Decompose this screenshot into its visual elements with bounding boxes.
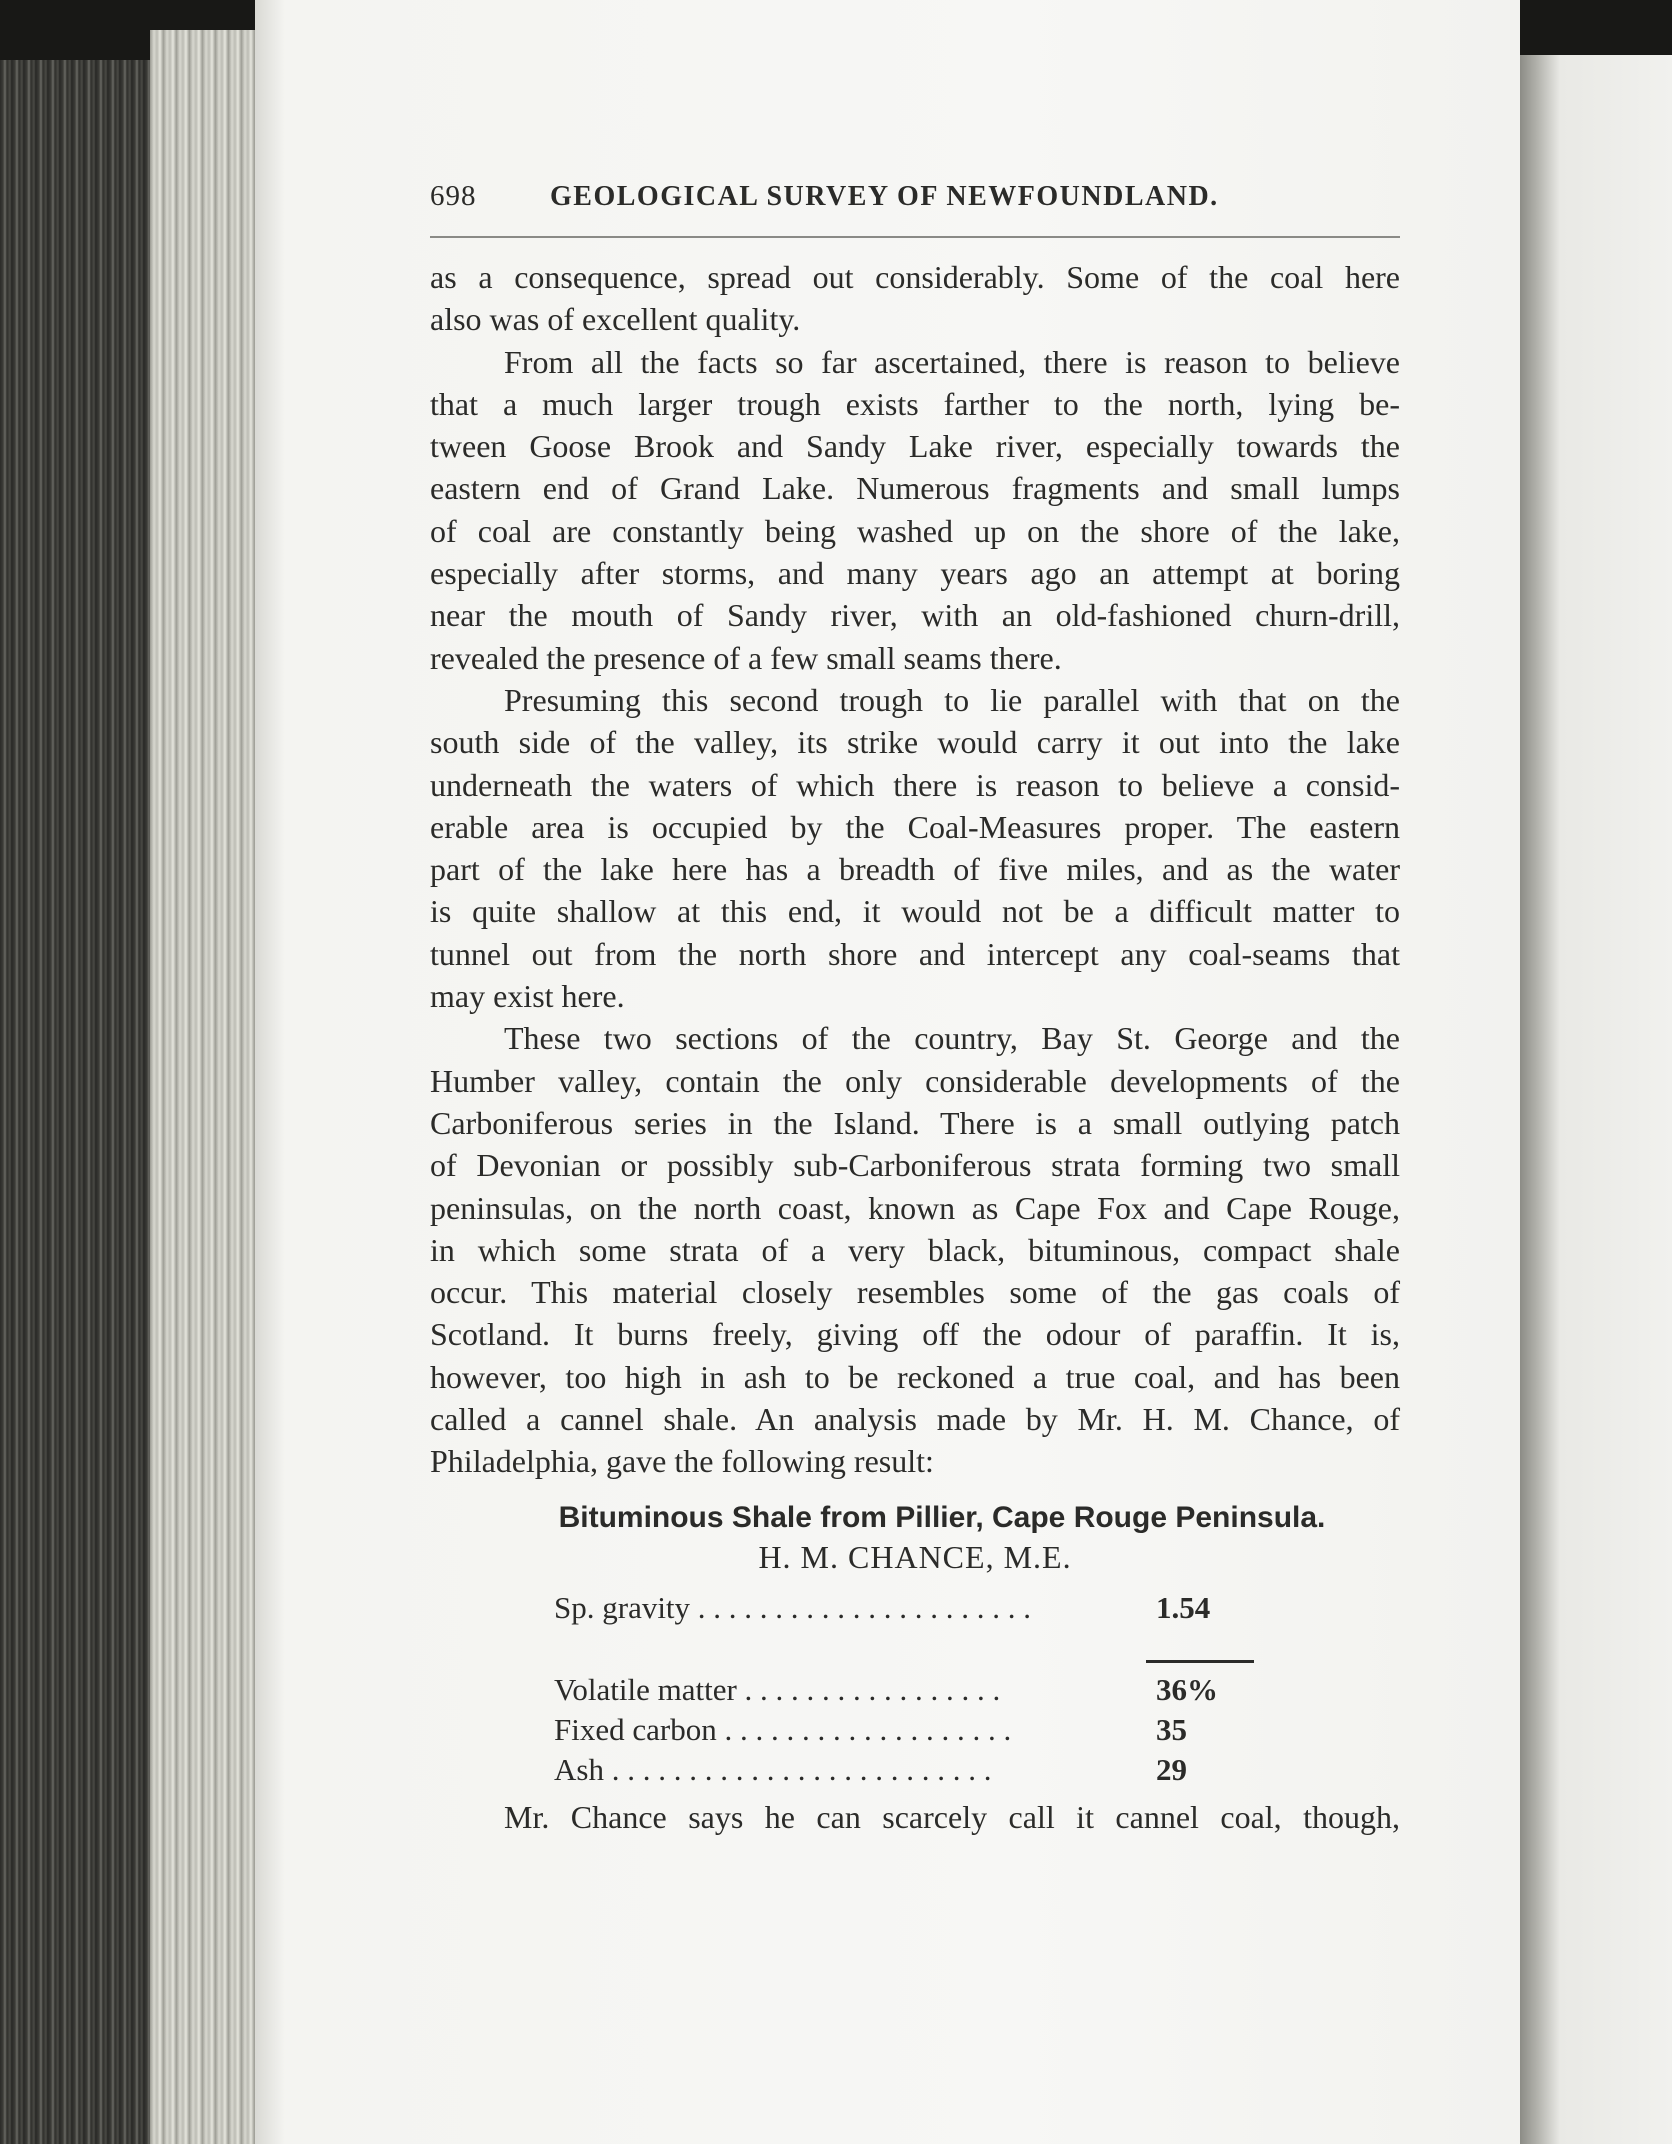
text-line: Philadelphia, gave the following result:: [430, 1443, 934, 1480]
text-line: near the mouth of Sandy river, with an old-fashioned churn-drill,: [430, 597, 1400, 634]
text-line: Carboniferous series in the Island. There is a small outlying patch: [430, 1104, 1400, 1141]
page-number: 698: [430, 180, 477, 212]
text-line: called a cannel shale. An analysis made by Mr. H. M. Chance, of: [430, 1401, 1400, 1438]
text-line: Humber valley, contain the only considerable developments of the: [430, 1062, 1400, 1099]
table-row: [430, 1672, 1400, 1712]
text-line: may exist here.: [430, 978, 625, 1015]
text-line: of Devonian or possibly sub-Carboniferous strata forming two small: [430, 1147, 1400, 1184]
text-line: of coal are constantly being washed up on the shore of the lake,: [430, 512, 1400, 549]
analysis-table: [430, 1501, 1400, 1792]
row-label: Ash . . . . . . . . . . . . . . . . . . . . . . . . .: [554, 1751, 992, 1787]
text-line: Scotland. It burns freely, giving off the odour of paraffin. It is,: [430, 1316, 1400, 1353]
text-line: Presuming this second trough to lie parallel with that on the: [504, 681, 1400, 718]
body-text: [430, 256, 1400, 1483]
text-line: These two sections of the country, Bay St. George and the: [504, 1020, 1400, 1057]
row-label: Sp. gravity . . . . . . . . . . . . . . . . . . . . . .: [554, 1589, 1032, 1625]
text-line: From all the facts so far ascertained, there is reason to believe: [504, 343, 1400, 380]
text-line: revealed the presence of a few small seams there.: [430, 639, 1062, 676]
table-row: [430, 1712, 1400, 1752]
text-line: eastern end of Grand Lake. Numerous fragments and small lumps: [430, 470, 1400, 507]
paragraph: [430, 1796, 1400, 1838]
text-line: also was of excellent quality.: [430, 301, 801, 338]
row-value: 1.54: [1156, 1589, 1211, 1625]
table-title: Bituminous Shale from Pillier, Cape Rouge Peninsula.: [558, 1500, 1326, 1534]
page-text: [430, 180, 1400, 1838]
table-rule: [1146, 1660, 1254, 1663]
table-subtitle: H. M. CHANCE, M.E.: [758, 1538, 1072, 1575]
row-value: 29: [1156, 1751, 1187, 1787]
paragraph: [430, 256, 1400, 341]
paragraph: [430, 679, 1400, 1017]
text-line: that a much larger trough exists farther to the north, lying be-: [430, 385, 1400, 422]
text-line: occur. This material closely resembles some of the gas coals of: [430, 1274, 1400, 1311]
text-line: especially after storms, and many years ago an attempt at boring: [430, 555, 1400, 592]
text-line: is quite shallow at this end, it would not be a difficult matter to: [430, 893, 1400, 930]
text-line: tween Goose Brook and Sandy Lake river, especially towards the: [430, 428, 1400, 465]
text-line: underneath the waters of which there is reason to believe a consid-: [430, 766, 1400, 803]
text-line: as a consequence, spread out considerably. Some of the coal here: [430, 259, 1400, 295]
facing-page-edge: [1520, 55, 1672, 2144]
row-label: Volatile matter . . . . . . . . . . . . . . . . .: [554, 1671, 1001, 1707]
text-line: south side of the valley, its strike would carry it out into the lake: [430, 724, 1400, 761]
table-row: [430, 1752, 1400, 1792]
text-line: part of the lake here has a breadth of five miles, and as the water: [430, 851, 1400, 888]
row-value: 36%: [1156, 1671, 1218, 1707]
text-line: in which some strata of a very black, bituminous, compact shale: [430, 1231, 1400, 1268]
running-head: [430, 180, 1400, 238]
paragraph: [430, 1017, 1400, 1482]
page-edge-stack-light: [150, 30, 260, 2144]
row-value: 35: [1156, 1711, 1187, 1747]
paragraph: [430, 341, 1400, 679]
text-line: tunnel out from the north shore and intercept any coal-seams that: [430, 935, 1400, 972]
row-label: Fixed carbon . . . . . . . . . . . . . . . . . . .: [554, 1711, 1012, 1747]
text-line: however, too high in ash to be reckoned a true coal, and has been: [430, 1358, 1400, 1395]
text-line: Mr. Chance says he can scarcely call it cannel coal, though,: [504, 1798, 1400, 1835]
text-line: peninsulas, on the north coast, known as Cape Fox and Cape Rouge,: [430, 1189, 1400, 1226]
text-line: erable area is occupied by the Coal-Measures proper. The eastern: [430, 808, 1400, 845]
running-title: GEOLOGICAL SURVEY OF NEWFOUNDLAND.: [550, 181, 1219, 212]
table-rule-row: [430, 1630, 1400, 1672]
table-row: [430, 1590, 1400, 1630]
